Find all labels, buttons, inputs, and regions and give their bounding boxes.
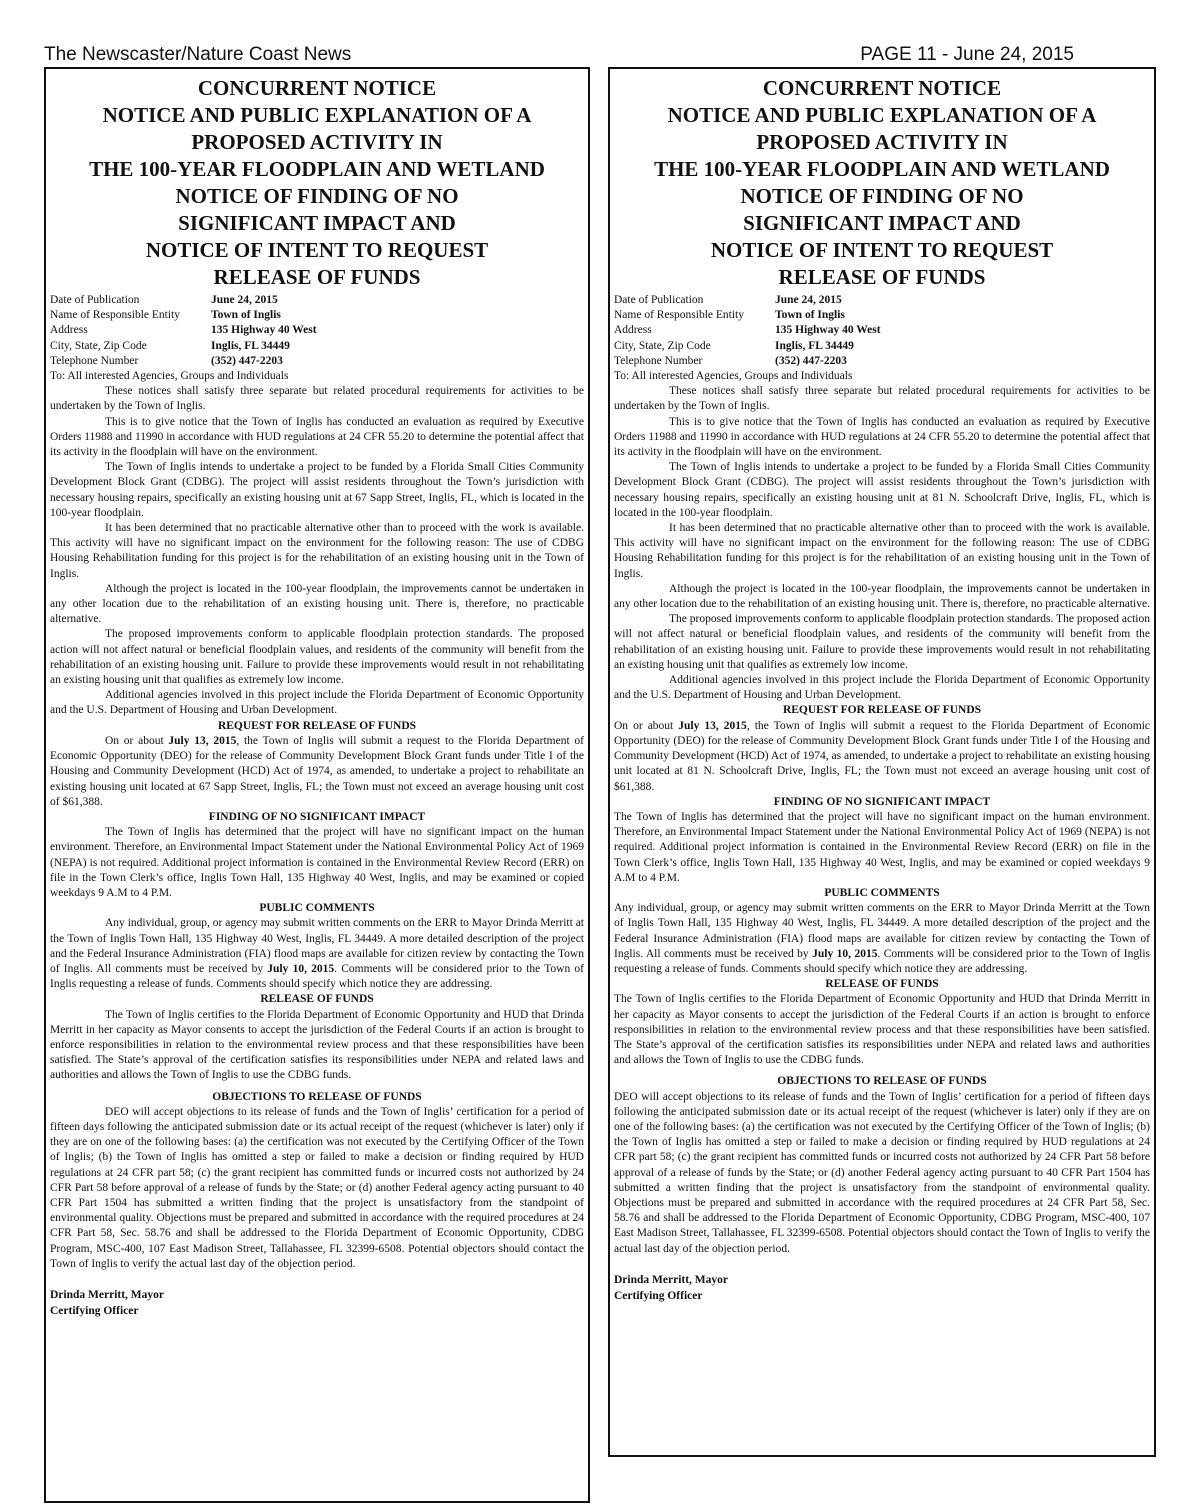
fact-value: 135 Highway 40 West [211, 324, 317, 337]
fact-value: 135 Highway 40 West [775, 324, 881, 337]
notice-left [44, 67, 590, 1503]
paragraph-project: The Town of Inglis intends to undertake a project to be funded by a Florida Small Cities Community Development Block Grant (CDBG). The project will assist residents throughout the Town’s jurisdiction with necessary housing repairs, specifically an existing housing unit at 81 N. Schoolcraft Drive, Inglis, FL, which is located in the 100-year floodplain. [614, 461, 1150, 519]
paragraph-comments [614, 901, 1150, 977]
heading-finding: FINDING OF NO SIGNIFICANT IMPACT [208, 810, 426, 823]
paragraph-objections: DEO will accept objections to its release of funds and the Town of Inglis’ certification for a period of fifteen days following the anticipated submission date or its actual receipt of the request (whichever is later) only if they are on one of the following bases: (a) the certification was not executed by the Certifying Officer of the Town of Inglis; (b) the Town of Inglis has omitted a step or failed to make a decision or finding required by HUD regulations at 24 CFR part 58; (c) the grant recipient has committed funds or incurred costs not authorized by 24 CFR Part 58 before approval of a release of funds by the State; or (d) another Federal agency acting pursuant to 40 CFR Part 1504 has submitted a written finding that the project is unsatisfactory from the standpoint of environmental quality. Objections must be prepared and submitted in accordance with the required procedures at 24 CFR Part 58, Sec. 58.76 and shall be addressed to the Florida Department of Economic Opportunity, CDBG Program, MSC-400, 107 East Madison Street, Tallahassee, FL 32399-6508. Potential objectors should contact the Town of Inglis to verify the actual last day of the objection period. [614, 1090, 1150, 1255]
heading-request: REQUEST FOR RELEASE OF FUNDS [217, 719, 417, 732]
fact-label: Address [614, 324, 652, 337]
page-date: PAGE 11 - June 24, 2015 [860, 44, 1074, 65]
paragraph-agencies: Additional agencies involved in this project include the Florida Department of Economic Opportunity and the U.S. Department of Housing and Urban Development. [50, 689, 584, 717]
comments-date: July 10, 2015 [812, 947, 878, 960]
heading-request: REQUEST FOR RELEASE OF FUNDS [782, 704, 982, 717]
signer-title: Certifying Officer [614, 1289, 703, 1302]
heading-finding: FINDING OF NO SIGNIFICANT IMPACT [773, 795, 991, 808]
headline-line: THE 100-YEAR FLOODPLAIN AND WETLAND [654, 157, 1110, 181]
paragraph-evaluation: This is to give notice that the Town of Inglis has conducted an evaluation as required by Executive Orders 11988 and 11990 in accordance with HUD regulations at 24 CFR 55.20 to determine the potential affect that its activity in the floodplain will have on the environment. [614, 415, 1150, 459]
headline-line: NOTICE OF FINDING OF NO [175, 184, 459, 208]
fact-label: Name of Responsible Entity [614, 309, 744, 322]
fact-label: City, State, Zip Code [614, 339, 711, 352]
paragraph-although: Although the project is located in the 100-year floodplain, the improvements cannot be undertaken in any other location due to the rehabilitation of an existing housing unit. There is, therefore, no practicable alternative. [614, 582, 1150, 611]
headline-line: THE 100-YEAR FLOODPLAIN AND WETLAND [89, 157, 545, 181]
headline-line: NOTICE OF INTENT TO REQUEST [710, 238, 1054, 262]
heading-release: RELEASE OF FUNDS [825, 978, 939, 991]
signer-name: Drinda Merritt, Mayor [614, 1273, 729, 1286]
headline-line: NOTICE OF INTENT TO REQUEST [145, 238, 489, 262]
heading-objections: OBJECTIONS TO RELEASE OF FUNDS [212, 1090, 422, 1103]
paragraph-intro: These notices shall satisfy three separate but related procedural requirements for activities to be undertaken by the Town of Inglis. [50, 385, 584, 413]
heading-public-comments: PUBLIC COMMENTS [259, 902, 375, 915]
heading-objections: OBJECTIONS TO RELEASE OF FUNDS [777, 1075, 987, 1088]
paragraph-request [50, 734, 584, 810]
fact-value: Inglis, FL 34449 [211, 339, 290, 352]
fact-row [50, 293, 584, 308]
fact-label: Address [50, 324, 88, 337]
paragraph-project: The Town of Inglis intends to undertake a project to be funded by a Florida Small Cities Community Development Block Grant (CDBG). The project will assist residents throughout the Town’s jurisdiction with necessary housing repairs, specifically an existing housing unit at 67 Sapp Street, Inglis, FL, which is located in the 100-year floodplain. [50, 461, 584, 519]
fact-value: (352) 447-2203 [775, 354, 847, 367]
fact-row [50, 308, 584, 323]
headline-line: RELEASE OF FUNDS [213, 265, 421, 289]
paragraph-request [614, 719, 1150, 795]
notice-right [608, 67, 1156, 1457]
paragraph-intro: These notices shall satisfy three separate but related procedural requirements for activities to be undertaken by the Town of Inglis. [614, 385, 1150, 413]
request-date: July 13, 2015 [168, 734, 237, 747]
fact-label: Telephone Number [614, 354, 703, 367]
fact-row [614, 308, 1150, 323]
paragraph-evaluation: This is to give notice that the Town of Inglis has conducted an evaluation as required by Executive Orders 11988 and 11990 in accordance with HUD regulations at 24 CFR 55.20 to determine the potential affect that its activity in the floodplain will have on the environment. [50, 415, 584, 459]
paragraph-finding: The Town of Inglis has determined that the project will have no significant impact on the human environment. Therefore, an Environmental Impact Statement under the National Environmental Policy Act of 1969 (NEPA) is not required. Additional project information is contained in the Environmental Review Record (ERR) on file in the Town Clerk’s office, Inglis Town Hall, 135 Highway 40 West, Inglis, and may be examined or copied weekdays 9 A.M to 4 P.M. [50, 826, 584, 899]
publication-name: The Newscaster/Nature Coast News [44, 44, 352, 65]
paragraph-objections: DEO will accept objections to its release of funds and the Town of Inglis’ certification for a period of fifteen days following the anticipated submission date or its actual receipt of the request (whichever is later) only if they are on one of the following bases: (a) the certification was not executed by the Certifying Officer of the Town of Inglis; (b) the Town of Inglis has omitted a step or failed to make a decision or finding required by HUD regulations at 24 CFR part 58; (c) the grant recipient has committed funds or incurred costs not authorized by 24 CFR Part 58 before approval of a release of funds by the State; or (d) another Federal agency acting pursuant to 40 CFR Part 1504 has submitted a written finding that the project is unsatisfactory from the standpoint of environmental quality. Objections must be prepared and submitted in accordance with the required procedures at 24 CFR Part 58, Sec. 58.76 and shall be addressed to the Florida Department of Economic Opportunity, CDBG Program, MSC-400, 107 East Madison Street, Tallahassee, FL 32399-6508. Potential objectors should contact the Town of Inglis to verify the actual last day of the objection period. [50, 1105, 584, 1270]
signature-block [50, 1287, 584, 1319]
fact-row [50, 354, 584, 369]
fact-value: Inglis, FL 34449 [775, 339, 854, 352]
heading-public-comments: PUBLIC COMMENTS [824, 886, 940, 899]
fact-value: June 24, 2015 [775, 294, 842, 306]
comments-date: July 10, 2015 [267, 962, 335, 975]
signer-title: Certifying Officer [50, 1305, 139, 1317]
paragraph-conform: The proposed improvements conform to applicable floodplain protection standards. The proposed action will not affect natural or beneficial floodplain values, and residents of the community will benefit from the rehabilitation of an existing housing unit. Failure to provide these improvements would result in not rehabilitating an existing housing unit that qualifies as extremely low income. [614, 613, 1150, 671]
headline-line: RELEASE OF FUNDS [778, 265, 986, 289]
notice-body [614, 384, 1150, 1257]
to-line: To: All interested Agencies, Groups and Individuals [50, 370, 289, 383]
text-run: Any individual, group, or agency may submit written comments on the ERR to Mayor Drinda Merritt at the Town of Inglis Town Hall, 135 Highway 40 West, Inglis, FL 34449. A more detailed description of the project and the Federal Insurance Administration (FIA) flood maps are available for citizen review by contacting the Town of Inglis. All comments must be received by [50, 917, 584, 975]
fact-value: (352) 447-2203 [211, 354, 283, 367]
text-run: , the Town of Inglis will submit a request to the Florida Department of Economic Opportunity (DEO) for the release of Community Development Block Grant funds under Title I of the Housing and Community Development (HCD) Act of 1974, as amended, to undertake a project to rehabilitate an existing housing unit located at 81 N. Schoolcraft Drive, Inglis, FL; the Town must not exceed an average housing unit cost of $61,388. [614, 719, 1150, 793]
headline-line: NOTICE AND PUBLIC EXPLANATION OF A [102, 103, 532, 127]
request-date: July 13, 2015 [678, 719, 747, 732]
paragraph-agencies: Additional agencies involved in this project include the Florida Department of Economic Opportunity and the U.S. Department of Housing and Urban Development. [614, 674, 1150, 702]
headline-line: SIGNIFICANT IMPACT AND [178, 211, 456, 235]
fact-row [614, 354, 1150, 369]
fact-table [614, 293, 1150, 384]
notice-headline [614, 75, 1150, 291]
paragraph-finding: The Town of Inglis has determined that the project will have no significant impact on the human environment. Therefore, an Environmental Impact Statement under the National Environmental Policy Act of 1969 (NEPA) is not required. Additional project information is contained in the Environmental Review Record (ERR) on file in the Town Clerk’s office, Inglis Town Hall, 135 Highway 40 West, Inglis, and may be examined or copied weekdays 9 A.M to 4 P.M. [614, 810, 1150, 884]
headline-line: PROPOSED ACTIVITY IN [191, 130, 443, 154]
paragraph-release: The Town of Inglis certifies to the Florida Department of Economic Opportunity and HUD that Drinda Merritt in her capacity as Mayor consents to accept the jurisdiction of the Federal Courts if an action is brought to enforce responsibilities in relation to the environmental review process and that these responsibilities have been satisfied. The State’s approval of the certification satisfies its responsibilities under NEPA and related laws and authorities and allows the Town of Inglis to use the CDBG funds. [614, 993, 1150, 1067]
text-run: . Comments will be considered prior to the Town of Inglis requesting a release of funds. Comments should specify which notice they are addressing. [50, 962, 585, 991]
headline-line: NOTICE OF FINDING OF NO [740, 184, 1024, 208]
fact-label: Date of Publication [614, 294, 704, 306]
text-run: Any individual, group, or agency may submit written comments on the ERR to Mayor Drinda Merritt at the Town of Inglis Town Hall, 135 Highway 40 West, Inglis, FL 34449. A more detailed description of the project and the Federal Insurance Administration (FIA) flood maps are available for citizen review by contacting the Town of Inglis. All comments must be received by [614, 902, 1150, 960]
paragraph-conform: The proposed improvements conform to applicable floodplain protection standards. The proposed action will not affect natural or beneficial floodplain values, and residents of the community will benefit from the rehabilitation of an existing housing unit. Failure to provide these improvements would result in not rehabilitating an existing housing unit that qualifies as extremely low income. [50, 628, 584, 687]
fact-label: Telephone Number [50, 354, 139, 367]
fact-row [50, 339, 584, 354]
text-run: On or about [614, 719, 679, 732]
signer-name: Drinda Merritt, Mayor [50, 1289, 165, 1301]
text-run: . Comments will be considered prior to the Town of Inglis requesting a release of funds. Comments should specify which notice they are addressing. [614, 947, 1151, 975]
fact-label: Name of Responsible Entity [50, 309, 180, 322]
paragraph-comments [50, 916, 584, 992]
fact-row [614, 323, 1150, 338]
fact-value: Town of Inglis [775, 309, 845, 322]
fact-table [50, 293, 584, 384]
heading-release: RELEASE OF FUNDS [260, 993, 374, 1006]
paragraph-although: Although the project is located in the 100-year floodplain, the improvements cannot be undertaken in any other location due to the rehabilitation of an existing housing unit. There is, therefore, no practicable alternative. [50, 582, 584, 626]
fact-label: Date of Publication [50, 294, 140, 306]
headline-line: PROPOSED ACTIVITY IN [756, 130, 1008, 154]
fact-row [50, 323, 584, 338]
notice-headline [50, 75, 584, 291]
paragraph-no-alternative: It has been determined that no practicable alternative other than to proceed with the work is available. This activity will have no significant impact on the environment for the following reason: The use of CDBG Housing Rehabilitation funding for this project is for the rehabilitation of an existing housing unit in the Town of Inglis. [50, 522, 584, 580]
text-run: , the Town of Inglis will submit a request to the Florida Department of Economic Opportunity (DEO) for the release of Community Development Block Grant funds under Title I of the Housing and Community Development (HCD) Act of 1974, as amended, to undertake a project to rehabilitate an existing housing unit located at 67 Sapp Street, Inglis, FL; the Town must not exceed an average housing unit cost of $61,388. [50, 734, 584, 808]
fact-label: City, State, Zip Code [50, 339, 147, 352]
fact-row [614, 293, 1150, 308]
fact-value: Town of Inglis [211, 309, 281, 322]
fact-value: June 24, 2015 [211, 294, 278, 306]
headline-line: CONCURRENT NOTICE [197, 76, 437, 100]
to-line: To: All interested Agencies, Groups and Individuals [614, 370, 853, 383]
text-run: On or about [105, 734, 169, 747]
paragraph-no-alternative: It has been determined that no practicable alternative other than to proceed with the work is available. This activity will have no significant impact on the environment for the following reason: The use of CDBG Housing Rehabilitation funding for this project is for the rehabilitation of an existing housing unit in the Town of Inglis. [614, 522, 1150, 580]
headline-line: SIGNIFICANT IMPACT AND [743, 211, 1021, 235]
signature-block [614, 1272, 1150, 1304]
headline-line: NOTICE AND PUBLIC EXPLANATION OF A [667, 103, 1097, 127]
headline-line: CONCURRENT NOTICE [762, 76, 1002, 100]
notice-body [50, 384, 584, 1272]
fact-row [614, 339, 1150, 354]
paragraph-release: The Town of Inglis certifies to the Florida Department of Economic Opportunity and HUD that Drinda Merritt in her capacity as Mayor consents to accept the jurisdiction of the Federal Courts if an action is brought to enforce responsibilities in relation to the environmental review process and that these responsibilities have been satisfied. The State’s approval of the certification satisfies its responsibilities under NEPA and related laws and authorities and allows the Town of Inglis to use the CDBG funds. [50, 1008, 584, 1082]
masthead [44, 44, 1074, 68]
